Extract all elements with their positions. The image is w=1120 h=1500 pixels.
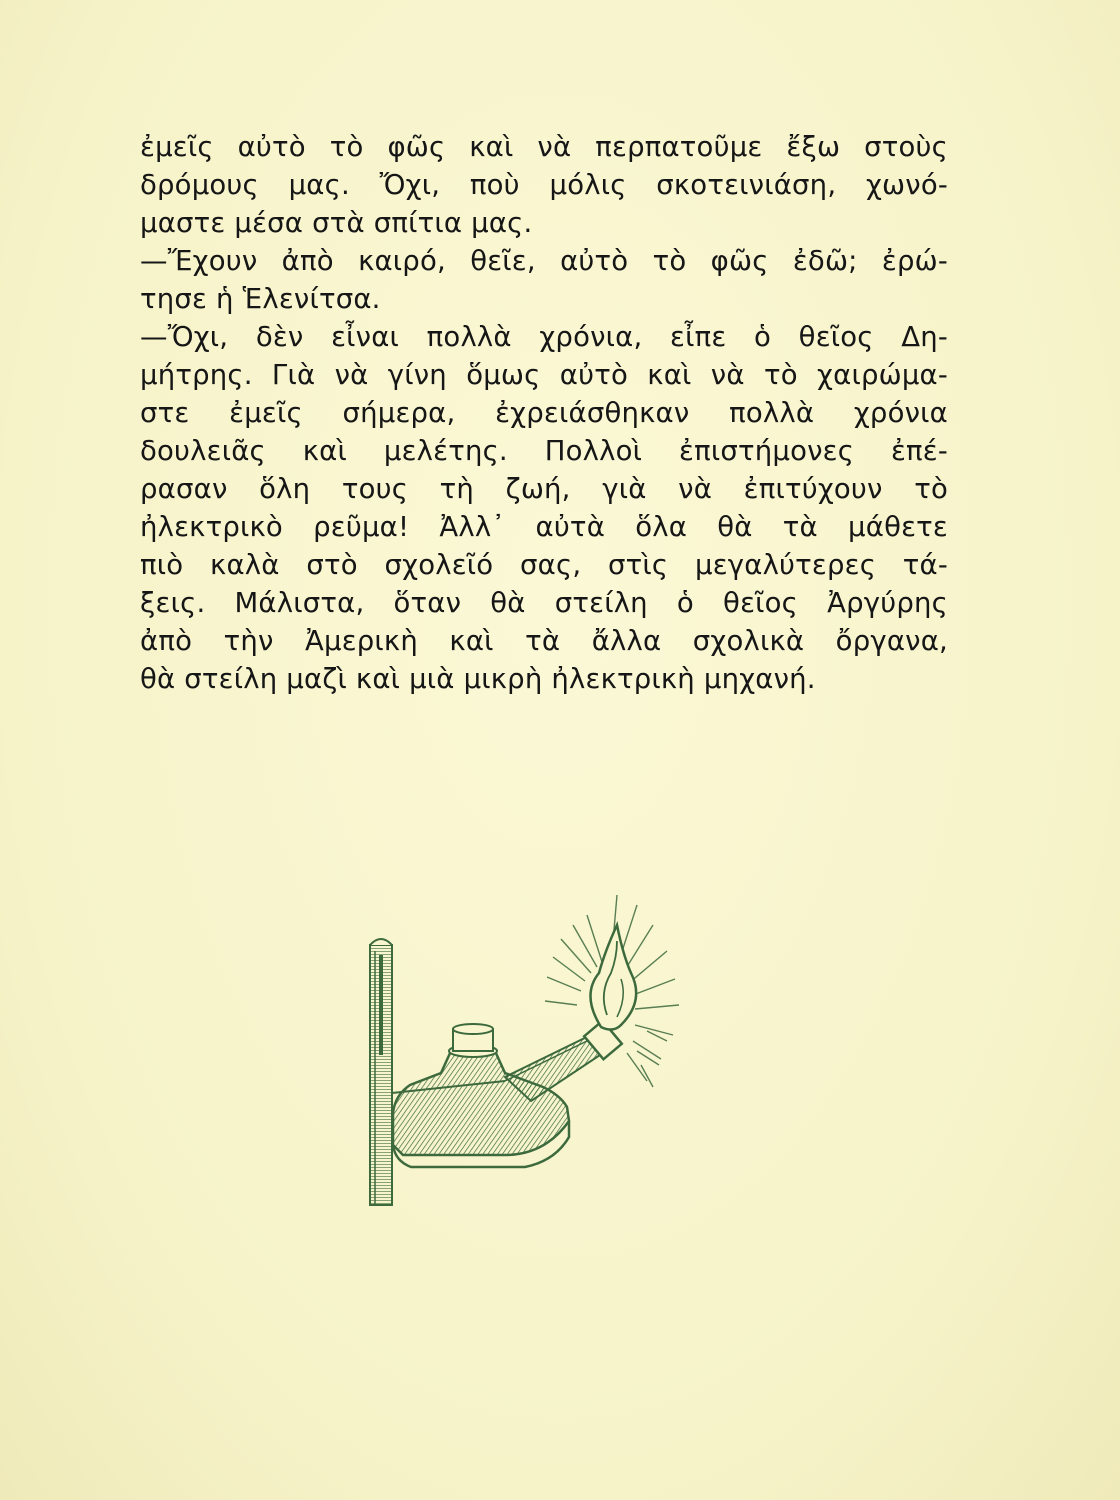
page-text — [140, 128, 948, 698]
text-line-2: δρόμους μας. Ὄχι, ποὺ μόλις σκοτεινιάση, χωνό- — [140, 169, 948, 201]
text-line-4: —Ἔχουν ἀπὸ καιρό, θεῖε, αὐτὸ τὸ φῶς ἐδῶ; ἐρώ- — [140, 245, 948, 277]
text-line-5: τησε ἡ Ἑλενίτσα. — [140, 283, 381, 315]
text-line-11: ἠλεκτρικὸ ρεῦμα! Ἀλλ᾽ αὐτὰ ὅλα θὰ τὰ μάθετε — [140, 511, 948, 543]
text-line-1: ἐμεῖς αὐτὸ τὸ φῶς καὶ νὰ περπατοῦμε ἔξω στοὺς — [140, 131, 948, 163]
oil-lamp-icon — [355, 855, 735, 1235]
text-line-6: —Ὄχι, δὲν εἶναι πολλὰ χρόνια, εἶπε ὁ θεῖος Δη- — [140, 321, 948, 353]
text-line-9: δουλειᾶς καὶ μελέτης. Πολλοὶ ἐπιστήμονες ἐπέ- — [140, 435, 948, 467]
text-line-3: μαστε μέσα στὰ σπίτια μας. — [140, 207, 533, 239]
lamp-flame — [590, 925, 636, 1030]
text-line-7: μήτρης. Γιὰ νὰ γίνη ὅμως αὐτὸ καὶ νὰ τὸ χαιρώμα- — [140, 359, 948, 391]
text-line-10: ρασαν ὅλη τους τὴ ζωή, γιὰ νὰ ἐπιτύχουν τὸ — [140, 473, 948, 505]
text-line-13: ξεις. Μάλιστα, ὅταν θὰ στείλη ὁ θεῖος Ἀργύρης — [140, 587, 948, 619]
text-line-12: πιὸ καλὰ στὸ σχολεῖό σας, στὶς μεγαλύτερες τά- — [140, 549, 948, 581]
text-line-15: θὰ στείλη μαζὶ καὶ μιὰ μικρὴ ἠλεκτρικὴ μηχανή. — [140, 663, 816, 695]
text-line-14: ἀπὸ τὴν Ἀμερικὴ καὶ τὰ ἄλλα σχολικὰ ὄργανα, — [140, 625, 948, 657]
text-line-8: στε ἐμεῖς σήμερα, ἐχρειάσθηκαν πολλὰ χρόνια — [140, 397, 948, 429]
